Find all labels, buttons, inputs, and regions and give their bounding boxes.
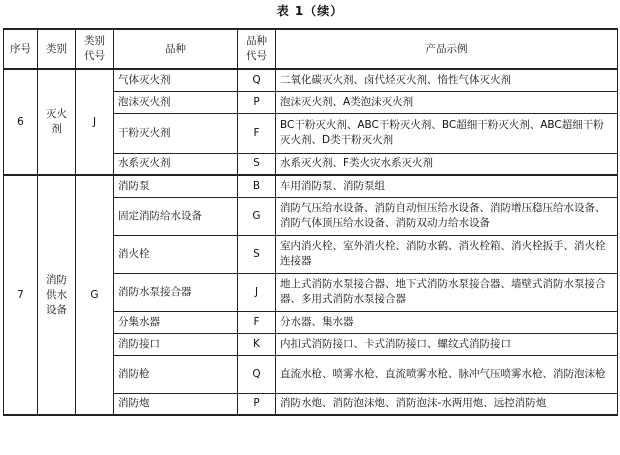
variety-code: S: [238, 153, 276, 175]
variety-examples: 室内消火栓、室外消火栓、消防水鹤、消火栓箱、消火栓扳手、消火栓连接器: [276, 235, 618, 273]
group-category-code: J: [76, 69, 114, 175]
variety-examples: 地上式消防水泵接合器、地下式消防水泵接合器、墙壁式消防水泵接合器、多用式消防水泵接合器: [276, 273, 618, 311]
variety-examples: 车用消防泵、消防泵组: [276, 175, 618, 197]
variety-code: F: [238, 311, 276, 333]
variety-code: Q: [238, 69, 276, 91]
variety-examples: 泡沫灭火剂、A类泡沫灭火剂: [276, 91, 618, 113]
variety-code: Q: [238, 355, 276, 393]
variety-name: 固定消防给水设备: [114, 197, 238, 235]
variety-name: 消防接口: [114, 333, 238, 355]
header-variety-code: 品种代号: [238, 29, 276, 69]
group-category: 消防供水设备: [38, 175, 76, 415]
group-water-supply: [4, 175, 618, 415]
variety-code: P: [238, 91, 276, 113]
table-header: [4, 29, 618, 69]
variety-examples: BC干粉灭火剂、ABC干粉灭火剂、BC超细干粉灭火剂、ABC超细干粉灭火剂、D类干粉灭火剂: [276, 113, 618, 153]
variety-examples: 内扣式消防接口、卡式消防接口、螺纹式消防接口: [276, 333, 618, 355]
product-table: [3, 28, 618, 416]
table-row: [4, 175, 618, 197]
variety-examples: 消防气压给水设备、消防自动恒压给水设备、消防增压稳压给水设备、消防气体顶压给水设备、消防双动力给水设备: [276, 197, 618, 235]
variety-examples: 直流水枪、喷雾水枪、直流喷雾水枪、脉冲气压喷雾水枪、消防泡沫枪: [276, 355, 618, 393]
variety-code: G: [238, 197, 276, 235]
variety-name: 消防枪: [114, 355, 238, 393]
variety-examples: 水系灭火剂、F类火灾水系灭火剂: [276, 153, 618, 175]
variety-code: S: [238, 235, 276, 273]
variety-examples: 分水器、集水器: [276, 311, 618, 333]
table-row: [4, 69, 618, 91]
variety-code: B: [238, 175, 276, 197]
variety-name: 消防水泵接合器: [114, 273, 238, 311]
group-category: 灭火剂: [38, 69, 76, 175]
variety-code: F: [238, 113, 276, 153]
header-examples: 产品示例: [276, 29, 618, 69]
variety-name: 消防泵: [114, 175, 238, 197]
variety-name: 泡沫灭火剂: [114, 91, 238, 113]
variety-name: 分集水器: [114, 311, 238, 333]
variety-name: 消火栓: [114, 235, 238, 273]
variety-examples: 消防水炮、消防泡沫炮、消防泡沫-水两用炮、远控消防炮: [276, 393, 618, 415]
header-category-code: 类别代号: [76, 29, 114, 69]
variety-code: P: [238, 393, 276, 415]
header-category: 类别: [38, 29, 76, 69]
header-variety: 品种: [114, 29, 238, 69]
variety-name: 气体灭火剂: [114, 69, 238, 91]
variety-name: 水系灭火剂: [114, 153, 238, 175]
group-extinguishing-agent: [4, 69, 618, 175]
variety-name: 干粉灭火剂: [114, 113, 238, 153]
table-caption: 表 1（续）: [276, 4, 344, 18]
variety-examples: 二氧化碳灭火剂、卤代烃灭火剂、惰性气体灭火剂: [276, 69, 618, 91]
group-category-code: G: [76, 175, 114, 415]
variety-code: K: [238, 333, 276, 355]
group-seq: 7: [4, 175, 38, 415]
variety-name: 消防炮: [114, 393, 238, 415]
group-seq: 6: [4, 69, 38, 175]
variety-code: J: [238, 273, 276, 311]
header-seq: 序号: [4, 29, 38, 69]
